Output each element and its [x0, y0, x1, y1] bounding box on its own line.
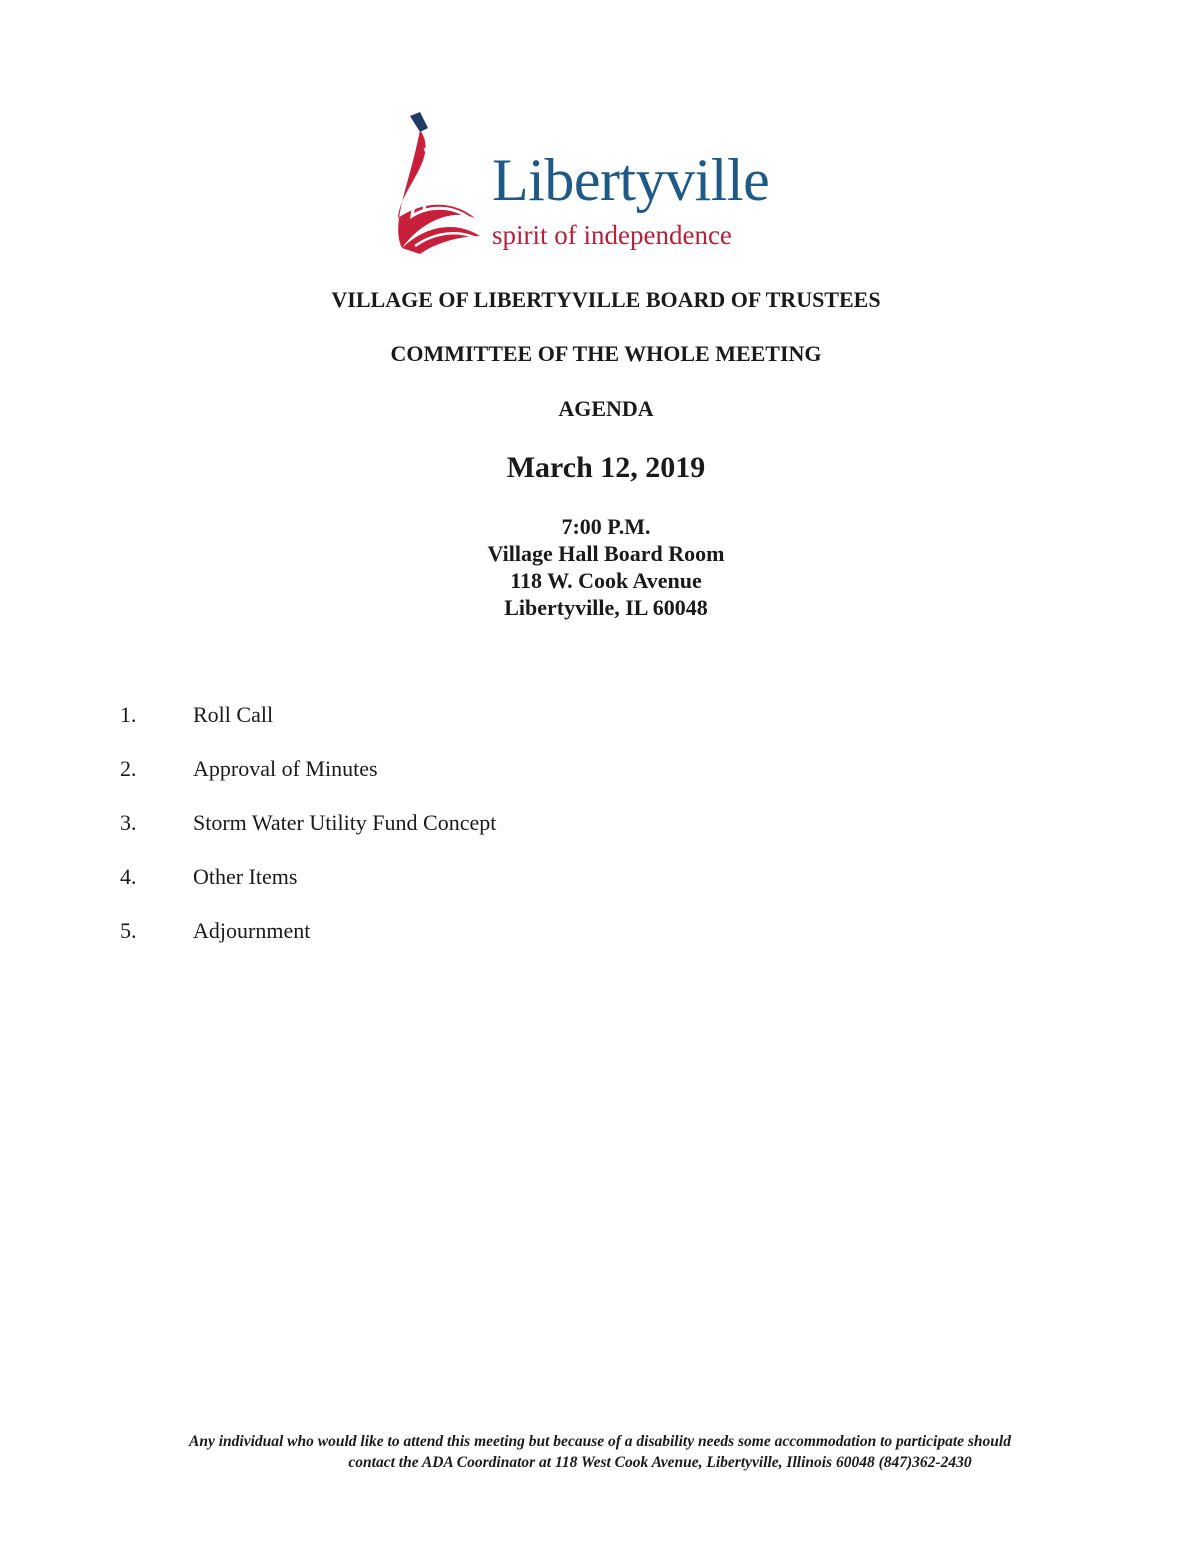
ada-notice-line1: Any individual who would like to attend this meeting but because of a disability needs some accommodation to participate should [189, 1433, 1011, 1450]
agenda-title: AGENDA [558, 396, 654, 421]
libertyville-logo [380, 108, 840, 258]
agenda-item-number: 2. [120, 756, 137, 781]
agenda-item-text: Roll Call [193, 702, 274, 727]
agenda-item [120, 916, 1020, 970]
agenda-item-number: 3. [120, 810, 137, 835]
logo-wordmark: Libertyville [492, 147, 770, 213]
agenda-item-text: Adjournment [193, 918, 311, 943]
agenda-list [120, 700, 1020, 970]
meeting-details [0, 513, 1200, 621]
agenda-item-number: 1. [120, 702, 137, 727]
agenda-item-text: Other Items [193, 864, 298, 889]
meeting-date: March 12, 2019 [506, 451, 706, 484]
meeting-location: Village Hall Board Room [487, 541, 725, 566]
meeting-address: 118 W. Cook Avenue [510, 568, 702, 593]
logo-tagline: spirit of independence [492, 220, 732, 250]
agenda-item [120, 808, 1020, 862]
agenda-item-text: Storm Water Utility Fund Concept [193, 810, 497, 835]
committee-title: COMMITTEE OF THE WHOLE MEETING [390, 341, 822, 366]
agenda-item-number: 4. [120, 864, 137, 889]
meeting-time: 7:00 P.M. [561, 514, 651, 539]
ada-notice [60, 1431, 1140, 1473]
agenda-item [120, 754, 1020, 808]
agenda-item [120, 700, 1020, 754]
agenda-item-text: Approval of Minutes [193, 756, 378, 781]
agenda-item-number: 5. [120, 918, 137, 943]
flag-ribbon-icon [380, 108, 500, 258]
meeting-city: Libertyville, IL 60048 [504, 595, 708, 620]
ada-notice-line2: contact the ADA Coordinator at 118 West Cook Avenue, Libertyville, Illinois 60048 (847)362-2430 [348, 1454, 972, 1471]
board-title: VILLAGE OF LIBERTYVILLE BOARD OF TRUSTEES [331, 287, 881, 312]
agenda-item [120, 862, 1020, 916]
